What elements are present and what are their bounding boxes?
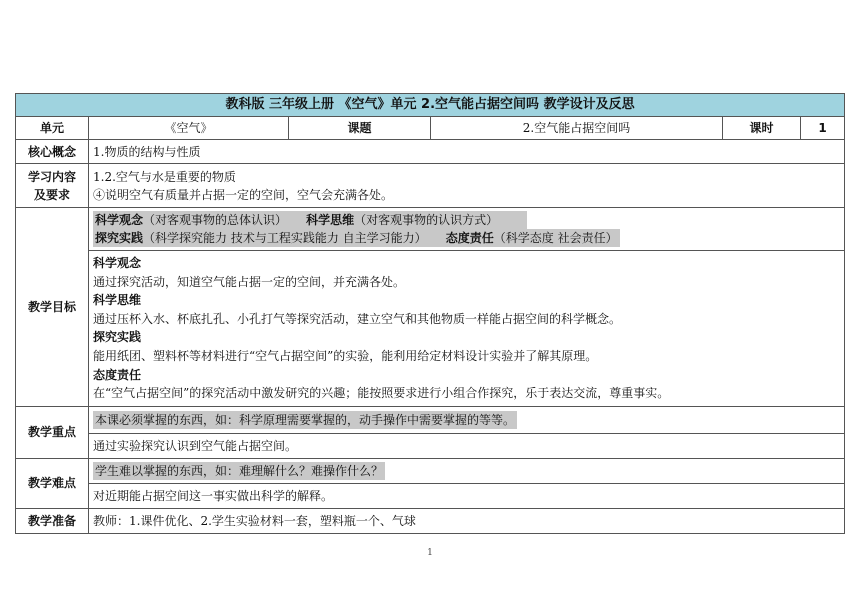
topic-label: 课题 [289, 117, 431, 140]
key-points-hint: 本课必须掌握的东西，如：科学原理需要掌握的，动手操作中需要掌握的等等。 [95, 412, 516, 427]
core-concept-value: 1.物质的结构与性质 [89, 140, 845, 164]
topic-value: 2.空气能占据空间吗 [431, 117, 723, 140]
requirements-label-line1: 学习内容 [27, 169, 76, 184]
category-practice-desc: （科学探究能力 技术与工程实践能力 自主学习能力） [143, 231, 427, 245]
goal-attitude-text: 在“空气占据空间”的探究活动中激发研究的兴趣；能按照要求进行小组合作探究，乐于表达交流，尊重事实。 [93, 386, 670, 401]
goal-thinking-text: 通过压杯入水、杯底扎孔、小孔打气等探究活动，建立空气和其他物质一样能占据空间的科学概念。 [93, 311, 622, 326]
category-concept-name: 科学观念 [95, 213, 144, 227]
goals-category-row2 [93, 229, 620, 247]
goals-details [89, 251, 845, 407]
key-points-value: 通过实验探究认识到空气能占据空间。 [89, 433, 845, 458]
requirements-value [89, 164, 845, 208]
category-thinking-desc: （对客观事物的认识方式） [354, 213, 499, 227]
difficulties-hint: 学生难以掌握的东西，如：难理解什么？难操作什么？ [95, 463, 384, 478]
unit-value: 《空气》 [89, 117, 289, 140]
preparation-value: 教师：1.课件优化、2.学生实验材料一套，塑料瓶一个、气球 [89, 508, 845, 533]
category-practice-name: 探究实践 [95, 231, 144, 245]
hours-label: 课时 [723, 117, 801, 140]
goal-thinking-heading: 科学思维 [93, 293, 142, 308]
goal-practice-text: 能用纸团、塑料杯等材料进行“空气占据空间”的实验，能利用给定材料设计实验并了解其原理。 [93, 348, 598, 363]
category-concept-desc: （对客观事物的总体认识） [143, 213, 288, 227]
goals-categories [89, 208, 845, 251]
category-thinking-name: 科学思维 [306, 213, 355, 227]
page-number: 1 [427, 548, 433, 558]
category-attitude-desc: （科学态度 社会责任） [493, 231, 618, 245]
goals-category-row1 [93, 211, 527, 229]
unit-label: 单元 [16, 117, 89, 140]
requirements-line1: 1.2.空气与水是重要的物质 [93, 169, 236, 184]
requirements-line2: ④说明空气有质量并占据一定的空间，空气会充满各处。 [93, 187, 394, 202]
goal-attitude-heading: 态度责任 [93, 367, 142, 382]
difficulties-label: 教学难点 [16, 458, 89, 508]
category-attitude-name: 态度责任 [445, 231, 494, 245]
document-title: 教科版 三年级上册 《空气》单元 2.空气能占据空间吗 教学设计及反思 [16, 94, 845, 117]
requirements-label [16, 164, 89, 208]
lesson-plan-table [15, 93, 845, 534]
requirements-label-line2: 及要求 [33, 187, 70, 202]
goal-concept-text: 通过探究活动，知道空气能占据一定的空间，并充满各处。 [93, 274, 406, 289]
preparation-label: 教学准备 [16, 508, 89, 533]
hours-value: 1 [801, 117, 845, 140]
core-concept-label: 核心概念 [16, 140, 89, 164]
goals-label: 教学目标 [16, 208, 89, 407]
goal-concept-heading: 科学观念 [93, 256, 142, 270]
difficulties-value: 对近期能占据空间这一事实做出科学的解释。 [89, 483, 845, 508]
goal-practice-heading: 探究实践 [93, 330, 142, 345]
key-points-label: 教学重点 [16, 406, 89, 458]
